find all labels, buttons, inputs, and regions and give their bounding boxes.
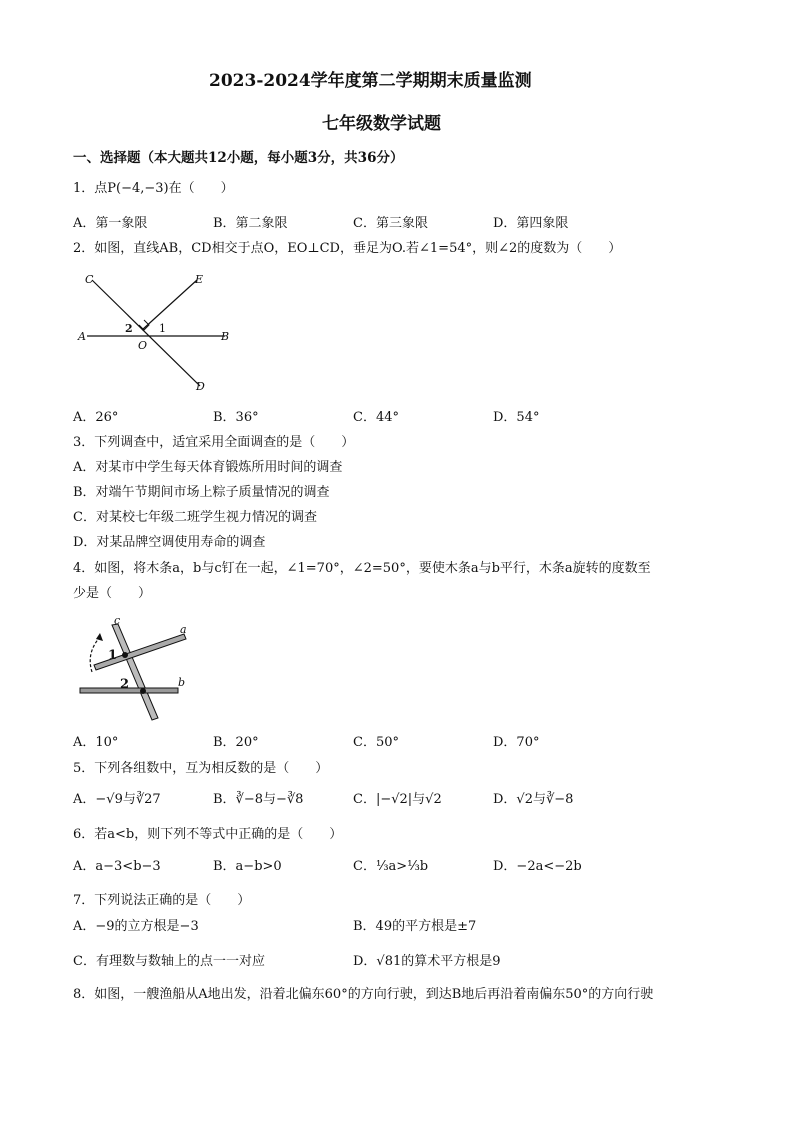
label-b: B [221, 330, 230, 343]
label-angle-1: 1 [108, 648, 118, 663]
q3-option-d: D．对某品牌空调使用寿命的调查 [73, 535, 266, 550]
q5-option-b: B．∛−8与−∛8 [213, 792, 304, 807]
label-c: C [85, 273, 94, 286]
q1-option-a: A．第一象限 [73, 216, 148, 231]
q5-option-c: C．|−√2|与√2 [353, 792, 442, 807]
q6-option-d: D．−2a<−2b [493, 859, 582, 874]
label-d: D [196, 380, 205, 393]
q4-figure [72, 615, 202, 725]
q2-option-c: C．44° [353, 410, 399, 425]
ray-oe [142, 280, 197, 330]
q2-option-d: D．54° [493, 410, 540, 425]
q3-option-b: B．对端午节期间市场上粽子质量情况的调查 [73, 485, 330, 500]
q4-option-d: D．70° [493, 735, 540, 750]
q4-option-a: A．10° [73, 735, 119, 750]
nail-2 [140, 688, 146, 694]
q4-option-c: C．50° [353, 735, 399, 750]
q1-option-b: B．第二象限 [213, 216, 288, 231]
label-a: a [180, 623, 187, 636]
q4-option-b: B．20° [213, 735, 259, 750]
label-angle-2: 2 [120, 677, 130, 692]
stick-c [112, 624, 158, 720]
q1-option-d: D．第四象限 [493, 216, 569, 231]
page-title: 2023-2024学年度第二学期期末质量监测 [209, 71, 532, 91]
q1-option-c: C．第三象限 [353, 216, 428, 231]
q2-option-a: A．26° [73, 410, 119, 425]
q7-option-b: B．49的平方根是±7 [353, 919, 477, 934]
question-5-stem: 5．下列各组数中，互为相反数的是（ ） [73, 761, 329, 776]
q5-option-a: A．−√9与∛27 [73, 792, 161, 807]
q7-option-d: D．√81的算术平方根是9 [353, 954, 501, 969]
q2-option-b: B．36° [213, 410, 259, 425]
q6-option-b: B．a−b>0 [213, 859, 282, 874]
line-cd [92, 280, 200, 386]
q6-option-a: A．a−3<b−3 [73, 859, 161, 874]
q3-option-c: C．对某校七年级二班学生视力情况的调查 [73, 510, 317, 525]
label-b: b [178, 676, 186, 689]
question-2-stem: 2．如图，直线AB，CD相交于点O，EO⊥CD，垂足为O.若∠1=54°，则∠2的度数为（ ） [73, 241, 622, 256]
nail-1 [122, 652, 128, 658]
q3-option-a: A．对某市中学生每天体育锻炼所用时间的调查 [73, 460, 343, 475]
label-angle-2: 2 [125, 322, 133, 335]
q7-option-a: A．−9的立方根是−3 [73, 919, 199, 934]
q2-figure [75, 270, 255, 400]
label-c: c [114, 614, 121, 627]
q5-option-d: D．√2与∛−8 [493, 792, 574, 807]
label-o: O [138, 339, 148, 352]
question-7-stem: 7．下列说法正确的是（ ） [73, 893, 251, 908]
question-3-stem: 3．下列调查中，适宜采用全面调查的是（ ） [73, 435, 355, 450]
question-1-stem: 1．点P(−4,−3)在（ ） [73, 181, 234, 196]
q6-option-c: C．⅓a>⅓b [353, 859, 429, 874]
section-heading: 一、选择题（本大题共12小题，每小题3分，共36分） [73, 150, 404, 166]
q7-option-c: C．有理数与数轴上的点一一对应 [73, 954, 265, 969]
page-subtitle: 七年级数学试题 [322, 114, 441, 134]
question-4-stem-line2: 少是（ ） [73, 586, 152, 601]
question-8-stem: 8．如图，一艘渔船从A地出发，沿着北偏东60°的方向行驶，到达B地后再沿着南偏东50°的方向行驶 [73, 987, 654, 1002]
label-a: A [78, 330, 86, 343]
label-angle-1: 1 [159, 322, 166, 335]
rotation-arrowhead [96, 633, 103, 641]
label-e: E [195, 273, 204, 286]
question-6-stem: 6．若a<b，则下列不等式中正确的是（ ） [73, 827, 343, 842]
question-4-stem-line1: 4．如图，将木条a，b与c钉在一起，∠1=70°，∠2=50°，要使木条a与b平行，木条a旋转的度数至 [73, 561, 651, 576]
